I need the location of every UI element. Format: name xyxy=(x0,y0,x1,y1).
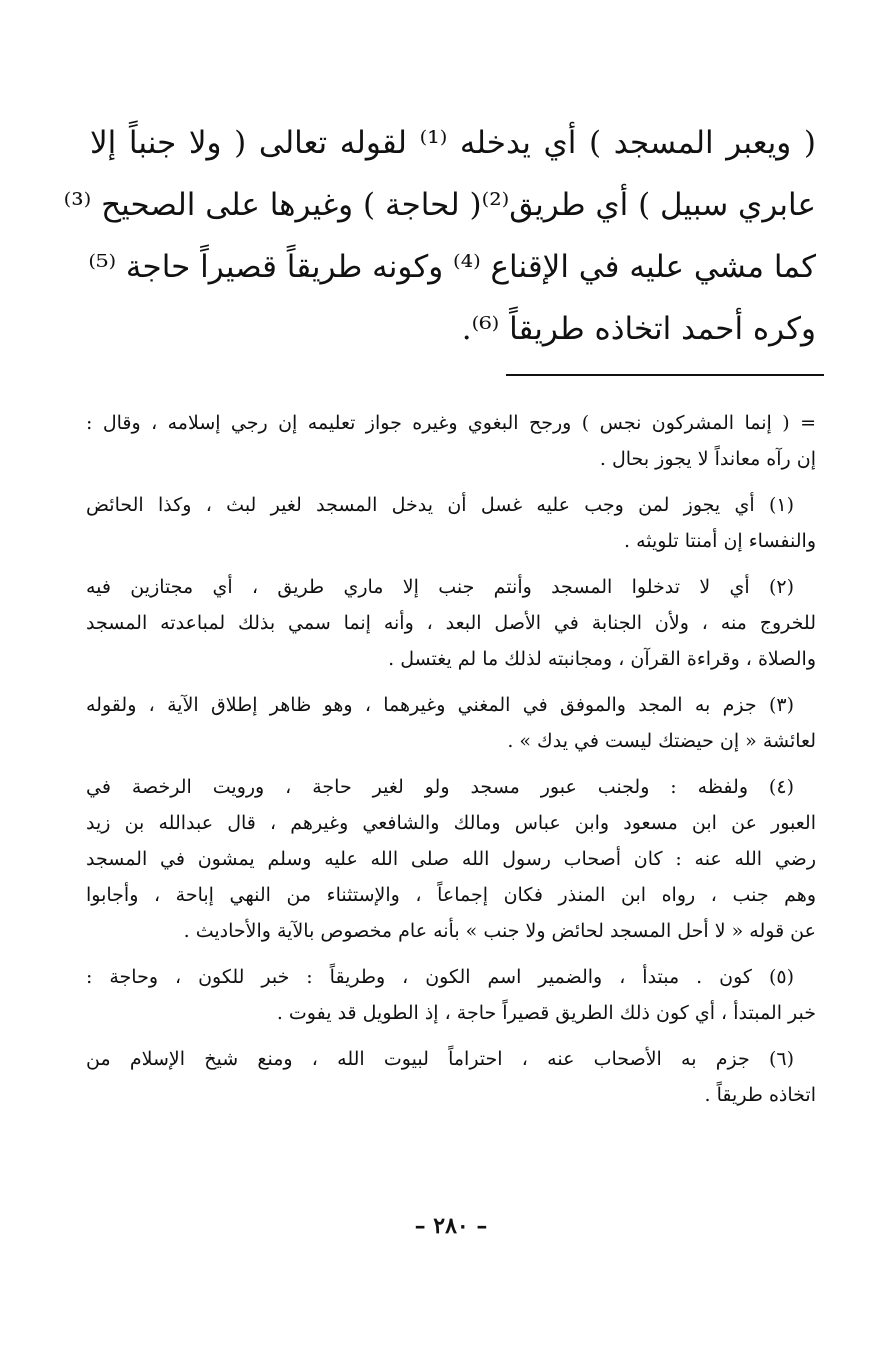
footnote-line: إن رآه معانداً لا يجوز بحال . xyxy=(599,448,816,470)
footnote-line: رضي الله عنه : كان أصحاب رسول الله صلى الله عليه وسلم يمشون في المسجد xyxy=(86,848,816,870)
footnote-line: = ( إنما المشركون نجس ) ورجح البغوي وغيره جواز تعليمه إن رجي إسلامه ، وقال : xyxy=(86,412,816,434)
footnote-line: والنفساء إن أمنتا تلويثه . xyxy=(623,530,816,552)
page-number: – ٢٨٠ – xyxy=(414,1213,488,1239)
footnote-continuation xyxy=(86,405,816,477)
main-text-line: عابري سبيل ) أي طريق⁽²⁾( لحاجة ) وغيرها على الصحيح ⁽³⁾ xyxy=(63,187,816,223)
footnote-line: للخروج منه ، ولأن الجنابة في الأصل البعد ، وأنه إنما سمي بذلك لمباعدته المسجد xyxy=(86,612,816,634)
footnote-line: والصلاة ، وقراءة القرآن ، ومجانبته لذلك ما لم يغتسل . xyxy=(388,648,816,670)
footnote-line: (٤) ولفظه : ولجنب عبور مسجد ولو لغير حاجة ، ورويت الرخصة في xyxy=(86,776,794,798)
footnote-line: وهم جنب ، رواه ابن المنذر فكان إجماعاً ، والإستثناء من النهي إباحة ، وأجابوا xyxy=(86,884,816,906)
footnote-line: (٥) كون . مبتدأ ، والضمير اسم الكون ، وطريقاً : خبر للكون ، وحاجة : xyxy=(86,966,794,988)
main-text-line: كما مشي عليه في الإقناع ⁽⁴⁾ وكونه طريقاً قصيراً حاجة ⁽⁵⁾ xyxy=(88,249,816,285)
footnote-line: (١) أي يجوز لمن وجب عليه غسل أن يدخل المسجد لغير لبث ، وكذا الحائض xyxy=(86,494,794,516)
footnote-line: خبر المبتدأ ، أي كون ذلك الطريق قصيراً حاجة ، إذ الطويل قد يفوت . xyxy=(276,1002,816,1024)
footnote-line: اتخاذه طريقاً . xyxy=(704,1084,816,1106)
footnote-6 xyxy=(86,1041,816,1113)
footnote-line: (٣) جزم به المجد والموفق في المغني وغيرهما ، وهو ظاهر إطلاق الآية ، ولقوله xyxy=(86,694,794,716)
main-text-block xyxy=(63,112,816,360)
footnote-line: (٢) أي لا تدخلوا المسجد وأنتم جنب إلا ماري طريق ، أي مجتازين فيه xyxy=(86,576,794,598)
footnote-5 xyxy=(86,959,816,1031)
footnote-divider xyxy=(506,374,824,376)
footnote-4 xyxy=(86,769,816,949)
footnote-line: لعائشة « إن حيضتك ليست في يدك » . xyxy=(507,730,816,752)
footnote-line: (٦) جزم به الأصحاب عنه ، احتراماً لبيوت الله ، ومنع شيخ الإسلام من xyxy=(86,1048,794,1070)
main-text-line: وكره أحمد اتخاذه طريقاً ⁽⁶⁾. xyxy=(461,311,816,347)
footnote-3 xyxy=(86,687,816,759)
footnote-2 xyxy=(86,569,816,677)
footnote-line: العبور عن ابن مسعود وابن عباس ومالك والشافعي وغيرهم ، قال عبدالله بن زيد xyxy=(86,812,816,834)
footnote-line: عن قوله « لا أحل المسجد لحائض ولا جنب » بأنه عام مخصوص بالآية والأحاديث . xyxy=(183,920,816,942)
footnotes-section xyxy=(86,405,816,1123)
main-text-line: ( ويعبر المسجد ) أي يدخله ⁽¹⁾ لقوله تعالى ( ولا جنباً إلا xyxy=(90,125,816,161)
footnote-1 xyxy=(86,487,816,559)
